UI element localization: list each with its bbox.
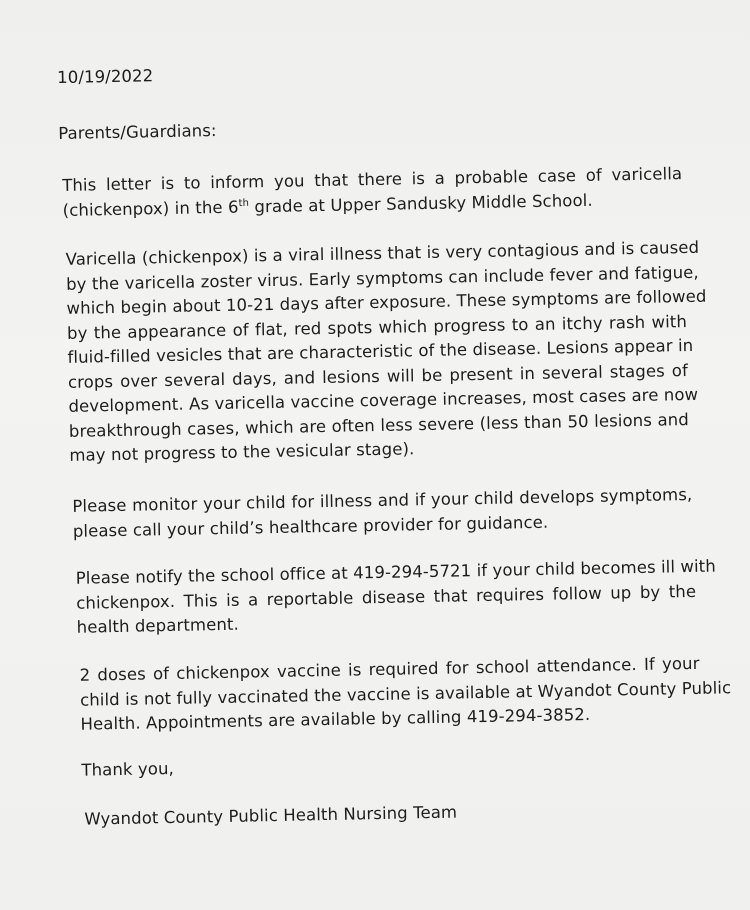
intro-line-2-suffix: grade at Upper Sandusky Middle School. [248, 190, 593, 216]
notify-line: health department. [76, 614, 239, 637]
description-line: by the appearance of flat, red spots which progress to an itchy rash with [66, 311, 688, 343]
notify-paragraph [75, 555, 717, 640]
monitor-line: please call your child’s healthcare provider for guidance. [72, 512, 549, 541]
monitor-line: Please monitor your child for illness and if your child develops symptoms, [72, 484, 693, 516]
description-line: development. As varicella vaccine coverage increases, most cases are now [68, 384, 699, 416]
description-paragraph [65, 236, 707, 468]
monitor-paragraph [72, 483, 693, 544]
description-line: Varicella (chickenpox) is a viral illness that is very contagious and is caused [65, 237, 700, 269]
description-line: fluid-filled vesicles that are characteristic of the disease. Lesions appear in [67, 335, 694, 367]
notify-line: chickenpox. This is a reportable disease that requires follow up by the [76, 581, 697, 613]
closing: Thank you, [81, 758, 175, 780]
description-line: by the varicella zoster virus. Early symptoms can include fever and fatigue, [65, 262, 699, 294]
vaccine-line: 2 doses of chickenpox vaccine is required for school attendance. If your [79, 653, 700, 685]
description-line: which begin about 10-21 days after exposure. These symptoms are followed [66, 286, 707, 318]
intro-line-2-prefix: (chickenpox) in the 6 [62, 197, 239, 220]
vaccine-line: Health. Appointments are available by calling 419-294-3852. [80, 704, 591, 734]
intro-paragraph [62, 162, 683, 223]
notify-line: Please notify the school office at 419-294-5721 if your child becomes ill with [75, 556, 717, 588]
intro-line-1: This letter is to inform you that there is a probable case of varicella [62, 164, 683, 195]
vaccine-line: child is not fully vaccinated the vaccine is available at Wyandot County Public [79, 677, 732, 710]
grade-superscript: th [238, 197, 250, 209]
vaccine-paragraph [79, 652, 732, 737]
description-line: may not progress to the vesicular stage). [69, 439, 415, 465]
signature: Wyandot County Public Health Nursing Team [84, 802, 458, 829]
description-line: breakthrough cases, which are often less severe (less than 50 lesions and [68, 409, 689, 441]
salutation: Parents/Guardians: [58, 121, 217, 144]
description-line: crops over several days, and lesions will be present in several stages of [67, 360, 689, 392]
letter-date: 10/19/2022 [56, 66, 154, 88]
